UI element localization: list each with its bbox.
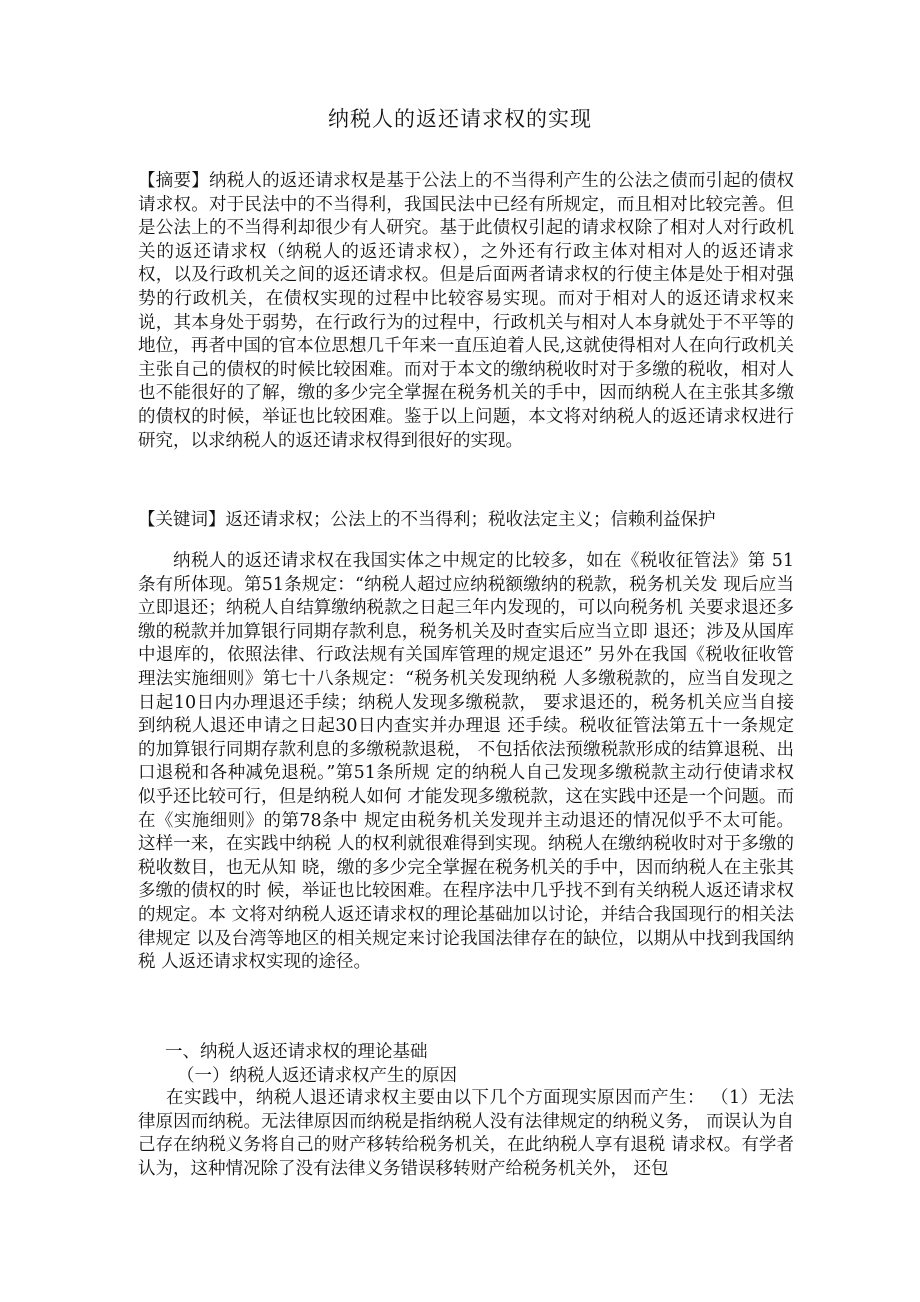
abstract-label: 【摘要】 [138,171,209,191]
keywords-label: 【关键词】 [138,510,226,530]
abstract-text: 纳税人的返还请求权是基于公法上的不当得利产生的公法之债而引起的债权请求权。对于民法中的不当得利，我国民法中已经有所规定，而且相对比较完善。但是公法上的不当得利却很少有人研究。基于此债权引起的请求权除了相对人对行政机关的返还请求权（纳税人的返还请求权），之外还有行政主体对相对人的返还请求权，以及行政机关之间的返还请求权。但是后面两者请求权的行使主体是处于相对强势的行政机关，在债权实现的过程中比较容易实现。而对于相对人的返还请求权来说，其本身处于弱势，在行政行为的过程中，行政机关与相对人本身就处于不平等的地位，再者中国的官本位思想几千年来一直压迫着人民,这就使得相对人在向行政机关主张自己的债权的时候比较困难。而对于本文的缴纳税收时对于多缴的税收，相对人也不能很好的了解，缴的多少完全掌握在税务机关的手中，因而纳税人在主张其多缴的债权的时候，举证也比较困难。鉴于以上问题，本文将对纳税人的返还请求权进行研究，以求纳税人的返还请求权得到很好的实现。 [138,171,795,451]
keywords-paragraph [138,509,794,533]
keywords-text: 返还请求权；公法上的不当得利；税收法定主义；信赖利益保护 [225,510,716,530]
section-heading: 一、纳税人返还请求权的理论基础 [165,1042,428,1062]
abstract-paragraph [138,170,794,453]
page-title: 纳税人的返还请求权的实现 [328,107,592,131]
subsection-heading: （一）纳税人返还请求权产生的原因 [177,1066,457,1086]
body-paragraph-1: 纳税人的返还请求权在我国实体之中规定的比较多，如在《税收征管法》第 51条有所体现。第51条规定：“纳税人超过应纳税额缴纳的税款，税务机关发 现后应当立即退还；纳税人自结算缴纳税款之日起三年内发现的，可以向税务机 关要求退还多缴的税款并加算银行同期存款利息，税务机关及时查实后应当立即 退还；涉及从国库中退库的，依照法律、行政法规有关国库管理的规定退还” 另外在我国《税收征收管理法实施细则》第七十八条规定：“税务机关发现纳税 人多缴税款的，应当自发现之日起10日内办理退还手续；纳税人发现多缴税款， 要求退还的，税务机关应当自接到纳税人退还申请之日起30日内查实并办理退 还手续。税收征管法第五十一条规定的加算银行同期存款利息的多缴税款退税， 不包括依法预缴税款形成的结算退税、出口退税和各种减免退税。”第51条所规 定的纳税人自己发现多缴税款主动行使请求权似乎还比较可行，但是纳税人如何 才能发现多缴税款，这在实践中还是一个问题。而在《实施细则》的第78条中 规定由税务机关发现并主动退还的情况似乎不太可能。这样一来，在实践中纳税 人的权利就很难得到实现。纳税人在缴纳税收时对于多缴的税收数目，也无从知 晓，缴的多少完全掌握在税务机关的手中，因而纳税人在主张其多缴的债权的时 候，举证也比较困难。在程序法中几乎找不到有关纳税人返还请求权的规定。本 文将对纳税人返还请求权的理论基础加以讨论，并结合我国现行的相关法律规定 以及台湾等地区的相关规定来讨论我国法律存在的缺位，以期从中找到我国纳税 人返还请求权实现的途径。 [138,551,794,973]
body-paragraph-2: 在实践中，纳税人退还请求权主要由以下几个方面现实原因而产生： （1）无法律原因而纳税。无法律原因而纳税是指纳税人没有法律规定的纳税义务， 而误认为自己存在纳税义务将自己的财产移转给税务机关，在此纳税人享有退税 请求权。有学者认为，这种情况除了没有法律义务错误移转财产给税务机关外， 还包 [138,1088,794,1179]
